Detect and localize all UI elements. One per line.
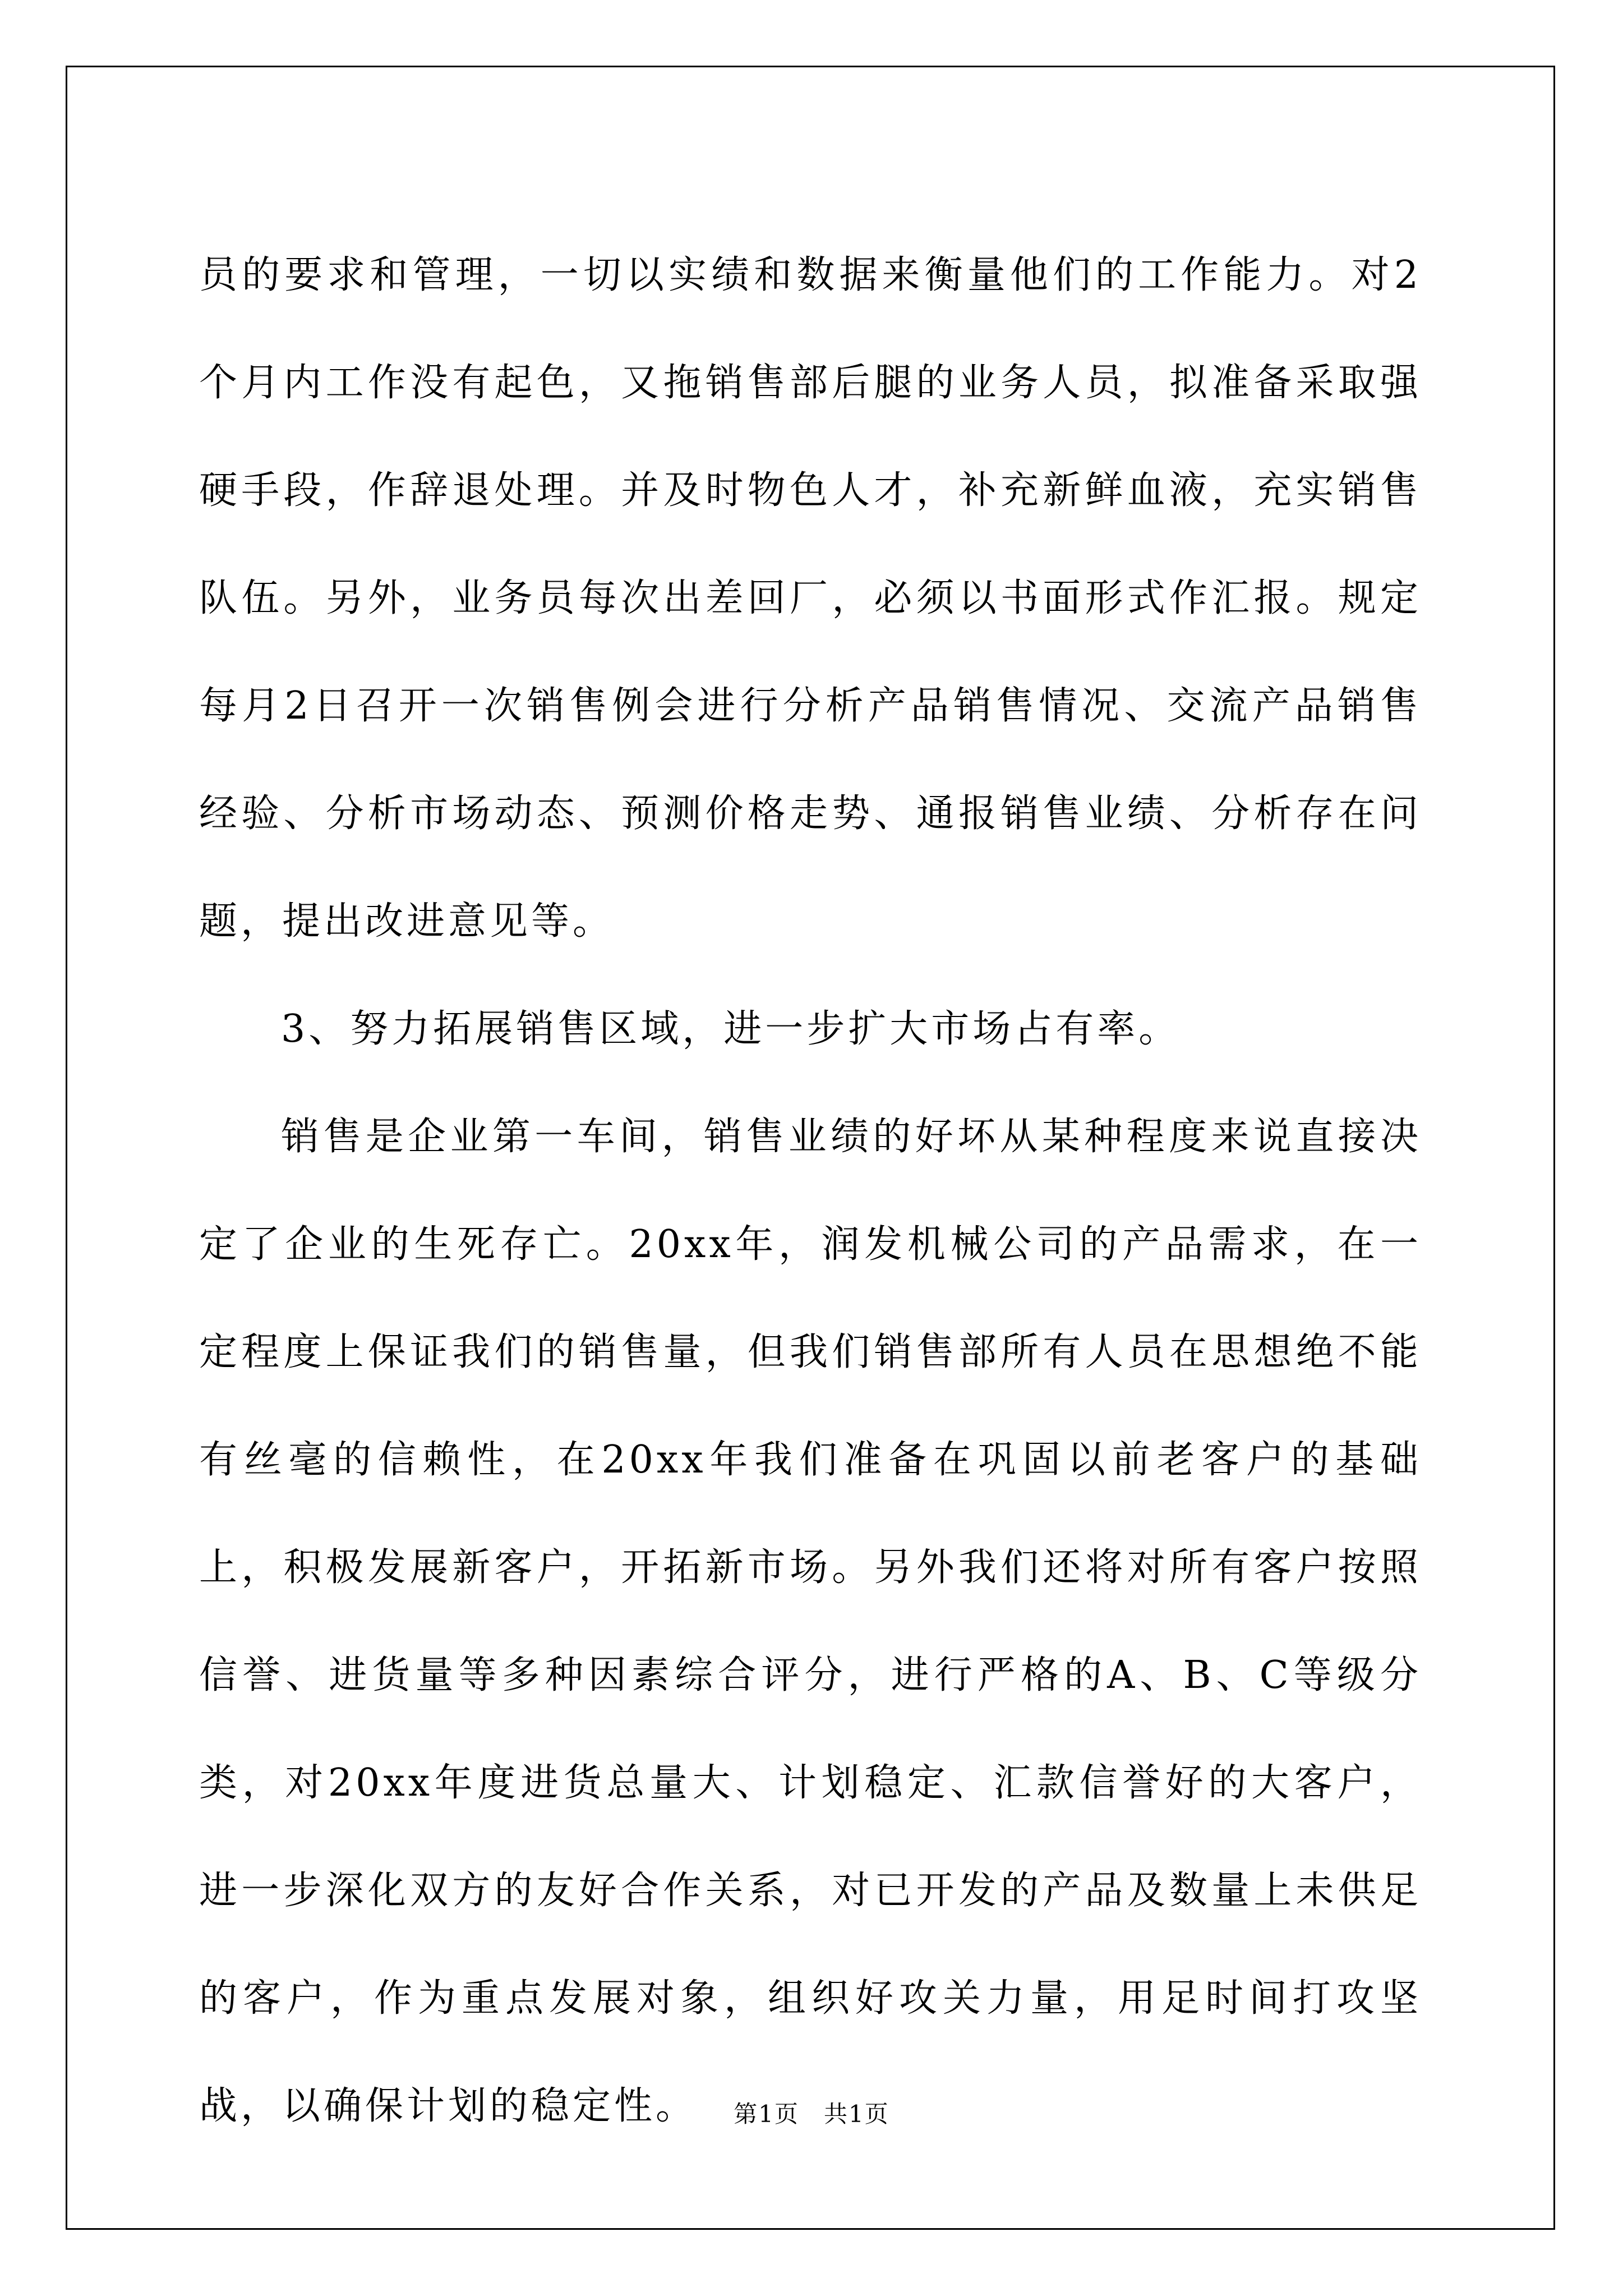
document-body (199, 222, 1422, 2160)
paragraph-3: 销售是企业第一车间，销售业绩的好坏从某种程度来说直接决定了企业的生死存亡。20xx年，润发机械公司的产品需求，在一定程度上保证我们的销售量，但我们销售部所有人员在思想绝不能有丝毫的信赖性，在20xx年我们准备在巩固以前老客户的基础上，积极发展新客户，开拓新市场。另外我们还将对所有客户按照信誉、进货量等多种因素综合评分，进行严格的A、B、C等级分类，对20xx年度进货总量大、计划稳定、汇款信誉好的大客户，进一步深化双方的友好合作关系，对已开发的产品及数量上未供足的客户，作为重点发展对象，组织好攻关力量，用足时间打攻坚战，以确保计划的稳定性。 (199, 1115, 1422, 2128)
paragraph-2-heading: 3、努力拓展销售区域，进一步扩大市场占有率。 (281, 1007, 1181, 1051)
paragraph-1: 员的要求和管理，一切以实绩和数据来衡量他们的工作能力。对2个月内工作没有起色，又拖销售部后腿的业务人员，拟准备采取强硬手段，作辞退处理。并及时物色人才，补充新鲜血液，充实销售队伍。另外，业务员每次出差回厂，必须以书面形式作汇报。规定每月2日召开一次销售例会进行分析产品销售情况、交流产品销售经验、分析市场动态、预测价格走势、通报销售业绩、分析存在问题，提出改进意见等。 (199, 253, 1422, 944)
page-footer: 第1页 共1页 (734, 2100, 889, 2128)
